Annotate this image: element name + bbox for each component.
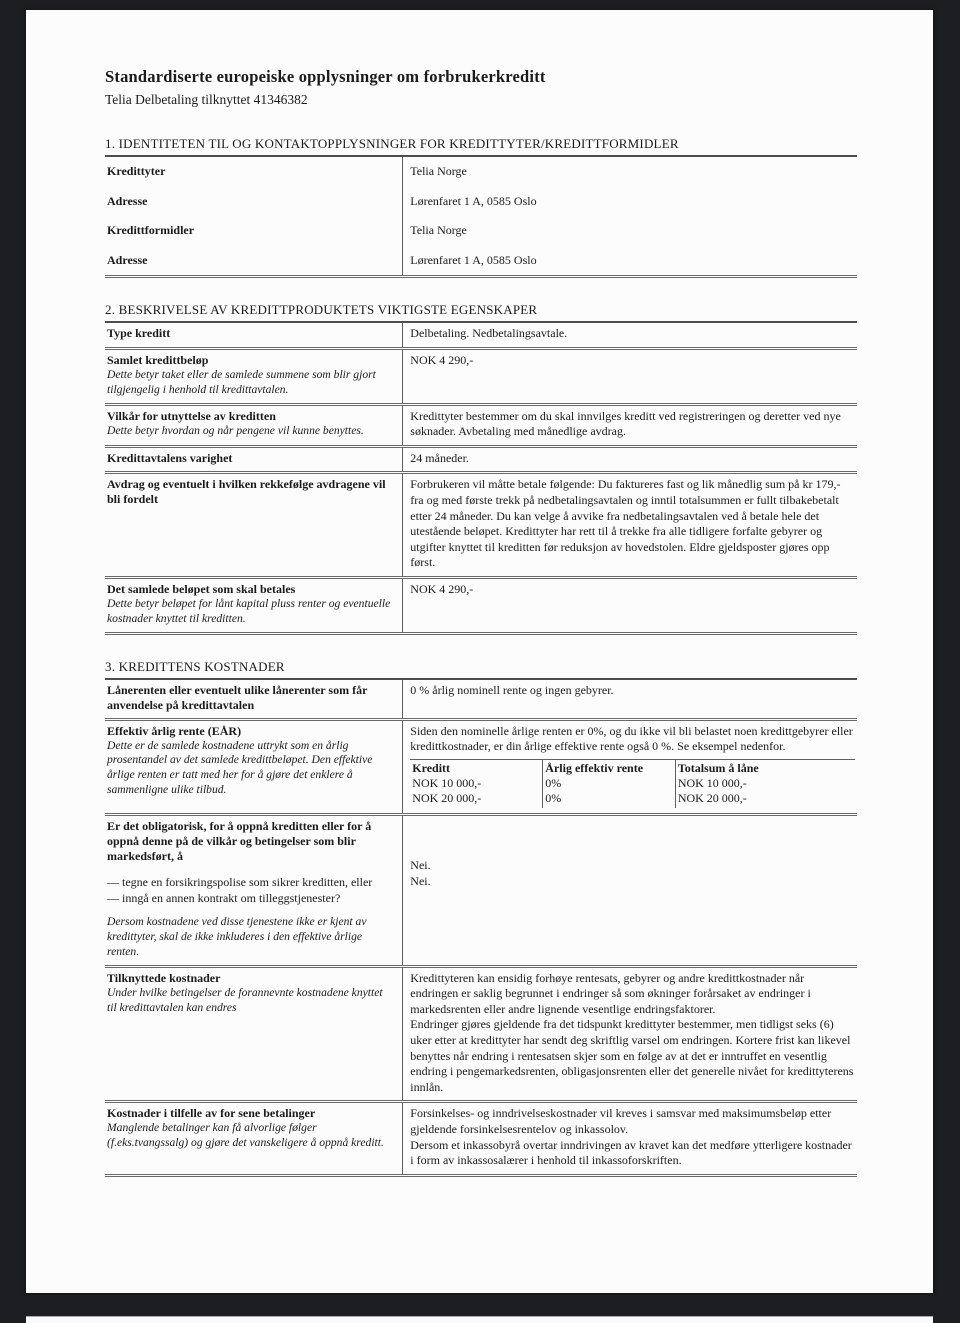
row-value-paragraph: Kredittyteren kan ensidig forhøye rentesats, gebyrer og andre kredittkostnader når endringen er saklig begrunnet i endringer så som økninger forårsaket av endringer i markedsrenten eller andre lignende vesentlige endringsfaktorer.: [410, 970, 811, 1016]
cell-value: NOK 20 000,-: [677, 790, 747, 805]
identity-table: [105, 157, 857, 278]
table-row: [105, 323, 857, 348]
table-row: [105, 966, 857, 1102]
row-note: Dette betyr beløpet for lånt kapital pluss renter og eventuelle kostnader knyttet til kreditten.: [107, 596, 391, 625]
section-identity: [105, 136, 857, 278]
table-row: [105, 348, 857, 404]
section1-heading: 1. IDENTITETEN TIL OG KONTAKTOPPLYSNINGER FOR KREDITTYTER/KREDITTFORMIDLER: [105, 136, 857, 157]
document-page: [26, 10, 933, 1293]
table-row: [105, 404, 857, 446]
row-label: Kredittyter: [107, 164, 166, 178]
row-label: Kostnader i tilfelle av for sene betalinger: [107, 1106, 316, 1121]
table-row: [105, 216, 857, 246]
row-value: 24 måneder.: [403, 446, 857, 473]
row-label: Tilknyttede kostnader: [107, 970, 221, 985]
row-value: Delbetaling. Nedbetalingsavtale.: [403, 323, 857, 348]
row-value: NOK 4 290,-: [403, 577, 857, 633]
row-value: Kredittyter bestemmer om du skal innvilges kreditt ved registreringen og deretter ved nye søknader. Avbetaling med månedlige avdrag.: [403, 404, 857, 446]
table-row: [105, 1102, 857, 1175]
row-value: 0 % årlig nominell rente og ingen gebyrer.: [403, 680, 857, 720]
row-label: Adresse: [107, 252, 148, 267]
row-value-paragraph: Dersom et inkassobyrå overtar inndrivingen av kravet kan det medføre ytterligere kostnader i form av inkassosalærer i henhold til inkassoforskriften.: [410, 1137, 852, 1168]
section-credit-costs: [105, 659, 857, 1177]
document-subtitle: Telia Delbetaling tilknyttet 41346382: [105, 92, 308, 107]
row-value: Telia Norge: [403, 157, 857, 187]
row-value-paragraph: Endringer gjøres gjeldende fra det tidspunkt kredittyter bestemmer, men tidligst seks (6) uker etter at kredittyter har sendt deg skriftlig varsel om endringen. Kortere frist kan likevel benyttes når endring i rentesatsen skjer som en følge av at det er inntruffet en vesentlig endring i pengemarkedsrenten, obligasjonsrenten eller det generelle nivået for kredittyterens innlån.: [410, 1017, 854, 1094]
column-header: Årlig effektiv rente: [545, 760, 644, 775]
row-label: Avdrag og eventuelt i hvilken rekkefølge avdragene vil bli fordelt: [107, 477, 386, 507]
document-title: Standardiserte europeiske opplysninger om forbrukerkreditt: [105, 67, 546, 86]
eaar-intro: Siden den nominelle årlige renten er 0%, og du ikke vil bli belastet noen kredittgebyrer eller kredittkostnader, er din årlige effektive rente også 0 %. Se eksempel nedenfor.: [410, 723, 853, 754]
column-header: Totalsum å låne: [677, 760, 759, 775]
row-value: Forbrukeren vil måtte betale følgende: Du faktureres fast og lik månedlig sum på kr 179,- fra og med første trekk på nedbetalingsavtalen og inntil totalsummen er fullt tilbakebetalt etter 24 måneder. Du kan velge å avvike fra nedbetalingsavtalen ved å betale hele det utestående beløpet. Kredittyter har rett til å trekke fra alle tidligere forfalte gebyrer og utgifter knyttet til kreditten før reduksjon av hovedstolen. Eldre gjeldsposter gjøres opp først.: [403, 473, 857, 578]
costs-table: [105, 680, 857, 1177]
row-value: Lørenfaret 1 A, 0585 Oslo: [403, 246, 857, 277]
table-row: [105, 246, 857, 277]
table-row: [105, 157, 857, 187]
row-label: Effektiv årlig rente (EÅR): [107, 723, 242, 738]
cell-value: 0%: [545, 775, 562, 790]
answer: Nei.: [410, 857, 431, 872]
column-header: Kreditt: [412, 760, 451, 775]
row-note: Dette betyr taket eller de samlede summene som blir gjort tilgjengelig i henhold til kredittavtalen.: [107, 367, 376, 396]
row-note: Dette betyr hvordan og når pengene vil kunne benyttes.: [107, 423, 364, 437]
row-note: Dersom kostnadene ved disse tjenestene ikke er kjent av kredittyter, skal de ikke inkluderes i den effektive årlige renten.: [107, 915, 367, 958]
list-item: — tegne en forsikringspolise som sikrer kreditten, eller: [107, 874, 373, 889]
eaar-col-kreditt: [410, 759, 543, 808]
cell-value: NOK 20 000,-: [412, 790, 482, 805]
section2-heading: 2. BESKRIVELSE AV KREDITTPRODUKTETS VIKTIGSTE EGENSKAPER: [105, 302, 857, 323]
section-product-description: [105, 302, 857, 634]
row-label: Vilkår for utnyttelse av kreditten: [107, 408, 276, 423]
row-label: Adresse: [107, 193, 148, 208]
table-row: [105, 577, 857, 633]
eaar-example-table: [410, 759, 855, 808]
page-content: [26, 10, 933, 1177]
row-note: Under hvilke betingelser de forannevnte kostnadene knyttet til kredittavtalen kan endres: [107, 985, 383, 1014]
table-row: [105, 187, 857, 217]
row-label: Lånerenten eller eventuelt ulike lånerenter som får anvendelse på kredittavtalen: [107, 682, 368, 712]
row-label: Kredittavtalens varighet: [107, 450, 233, 465]
row-label: Det samlede beløpet som skal betales: [107, 581, 296, 596]
cell-value: 0%: [545, 790, 562, 805]
product-table: [105, 323, 857, 634]
cell-value: NOK 10 000,-: [412, 775, 482, 790]
row-value: NOK 4 290,-: [403, 348, 857, 404]
table-row: [105, 814, 857, 966]
table-row: [410, 759, 855, 808]
row-label: Kredittformidler: [107, 223, 195, 238]
list-item: — inngå en annen kontrakt om tilleggstjenester?: [107, 891, 341, 905]
answer: Nei.: [410, 874, 431, 888]
row-value-paragraph: Forsinkelses- og inndrivelseskostnader vil kreves i samsvar med maksimumsbeløp etter gjeldende forsinkelsesrentelov og inkassolov.: [410, 1106, 832, 1137]
section3-heading: 3. KREDITTENS KOSTNADER: [105, 659, 857, 680]
eaar-col-rente: [543, 759, 676, 808]
row-value: Telia Norge: [403, 216, 857, 246]
cell-value: NOK 10 000,-: [677, 775, 747, 790]
eaar-col-totalsum: [675, 759, 855, 808]
row-label: Er det obligatorisk, for å oppnå kreditten eller for å oppnå denne på de vilkår og betingelser som blir markedsført, å: [107, 818, 372, 863]
row-label: Samlet kredittbeløp: [107, 352, 209, 367]
table-row: [105, 473, 857, 578]
row-value: Lørenfaret 1 A, 0585 Oslo: [403, 187, 857, 217]
row-label: Type kreditt: [107, 326, 171, 341]
row-note: Manglende betalinger kan få alvorlige følger (f.eks.tvangssalg) og gjøre det vanskeligere å oppnå kreditt.: [107, 1121, 384, 1150]
table-row: [105, 446, 857, 473]
row-note: Dette er de samlede kostnadene uttrykt som en årlig prosentandel av det samlede kredittbeløpet. Den effektive årlige renten er tatt med her for å gjøre det enklere å sammenligne ulike tilbud.: [107, 738, 373, 797]
table-row: [105, 680, 857, 720]
table-row: [105, 719, 857, 814]
